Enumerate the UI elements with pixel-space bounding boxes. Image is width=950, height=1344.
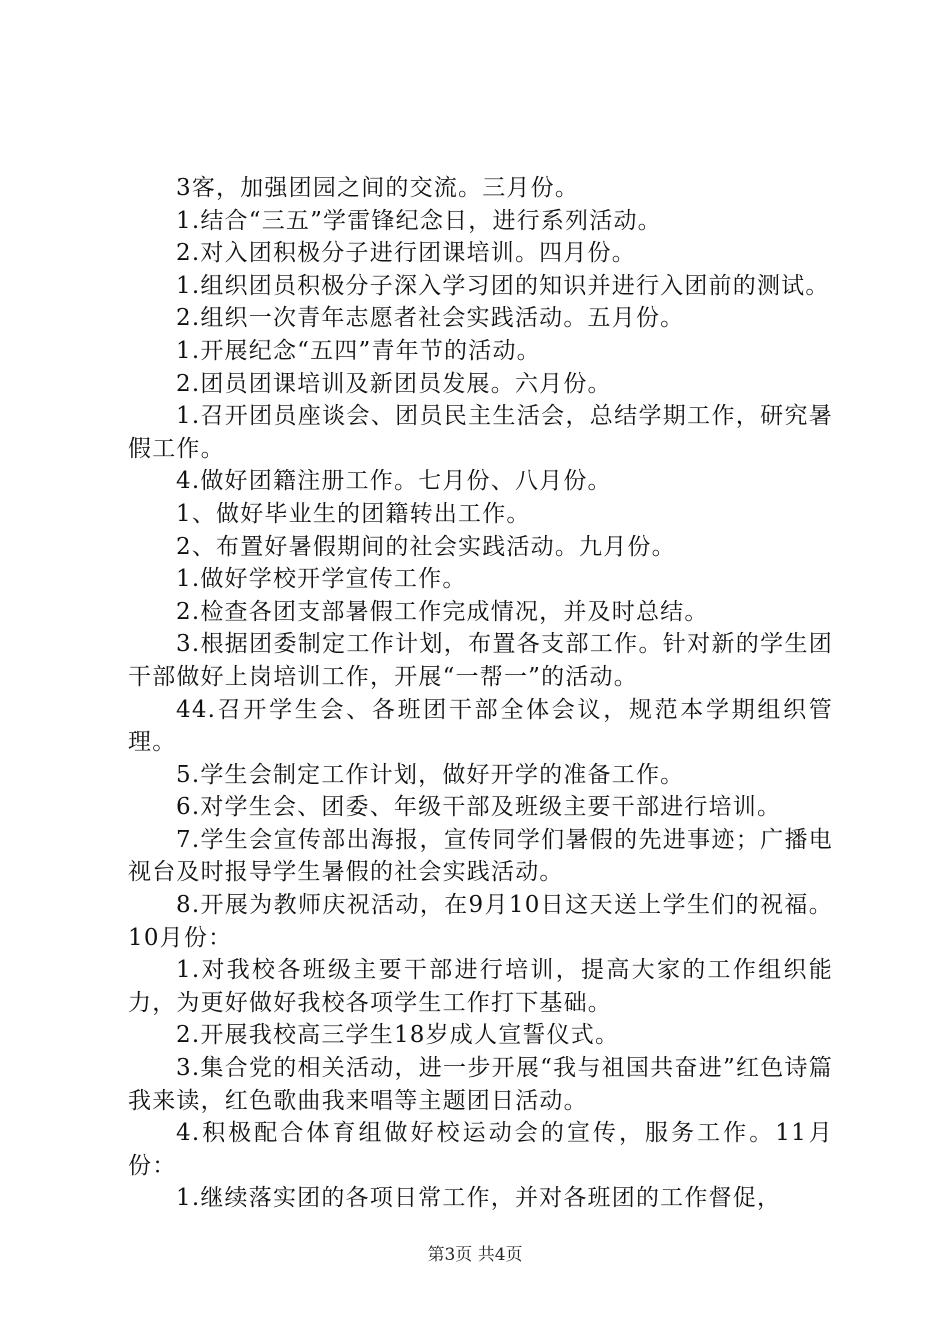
paragraph: 6.对学生会、团委、年级干部及班级主要干部进行培训。 <box>176 794 782 821</box>
paragraph: 8.开展为教师庆祝活动，在9月10日这天送上学生们的祝福。10月份： <box>128 892 833 951</box>
paragraph: 2.对入团积极分子进行团课培训。四月份。 <box>176 240 636 267</box>
paragraph: 1.结合“三五”学雷锋纪念日，进行系列活动。 <box>176 207 662 234</box>
paragraph: 2、布置好暑假期间的社会实践活动。九月份。 <box>176 533 676 560</box>
paragraph: 3客，加强团园之间的交流。三月份。 <box>176 175 580 201</box>
paragraph: 2.组织一次青年志愿者社会实践活动。五月份。 <box>176 305 685 332</box>
paragraph: 4.做好团籍注册工作。七月份、八月份。 <box>176 468 612 495</box>
paragraph: 1、做好毕业生的团籍转出工作。 <box>176 500 531 527</box>
paragraph: 4.积极配合体育组做好校运动会的宣传，服务工作。11月份： <box>128 1120 833 1179</box>
paragraph: 5.学生会制定工作计划，做好开学的准备工作。 <box>176 761 685 788</box>
document-body <box>128 172 833 1215</box>
paragraph: 1.组织团员积极分子深入学习团的知识并进行入团前的测试。 <box>176 272 830 299</box>
paragraph: 3.集合党的相关活动，进一步开展“我与祖国共奋进”红色诗篇我来读，红色歌曲我来唱等主题团日活动。 <box>128 1055 833 1114</box>
paragraph: 1.对我校各班级主要干部进行培训，提高大家的工作组织能力，为更好做好我校各项学生工作打下基础。 <box>128 957 833 1016</box>
paragraph: 7.学生会宣传部出海报，宣传同学们暑假的先进事迹；广播电视台及时报导学生暑假的社会实践活动。 <box>128 826 833 886</box>
paragraph: 3.根据团委制定工作计划，布置各支部工作。针对新的学生团干部做好上岗培训工作，开展“一帮一”的活动。 <box>128 631 833 690</box>
paragraph: 2.团员团课培训及新团员发展。六月份。 <box>176 370 612 397</box>
paragraph: 1.召开团员座谈会、团员民主生活会，总结学期工作，研究暑假工作。 <box>128 403 833 462</box>
paragraph: 1.继续落实团的各项日常工作，并对各班团的工作督促， <box>176 1185 782 1212</box>
paragraph: 1.开展纪念“五四”青年节的活动。 <box>176 337 541 364</box>
paragraph: 2.检查各团支部暑假工作完成情况，并及时总结。 <box>176 598 709 625</box>
paragraph: 44.召开学生会、各班团干部全体会议，规范本学期组织管理。 <box>128 696 833 756</box>
paragraph: 2.开展我校高三学生18岁成人宣誓仪式。 <box>176 1022 620 1049</box>
page-number-footer: 第3页 共4页 <box>427 1245 523 1265</box>
paragraph: 1.做好学校开学宣传工作。 <box>176 566 467 593</box>
